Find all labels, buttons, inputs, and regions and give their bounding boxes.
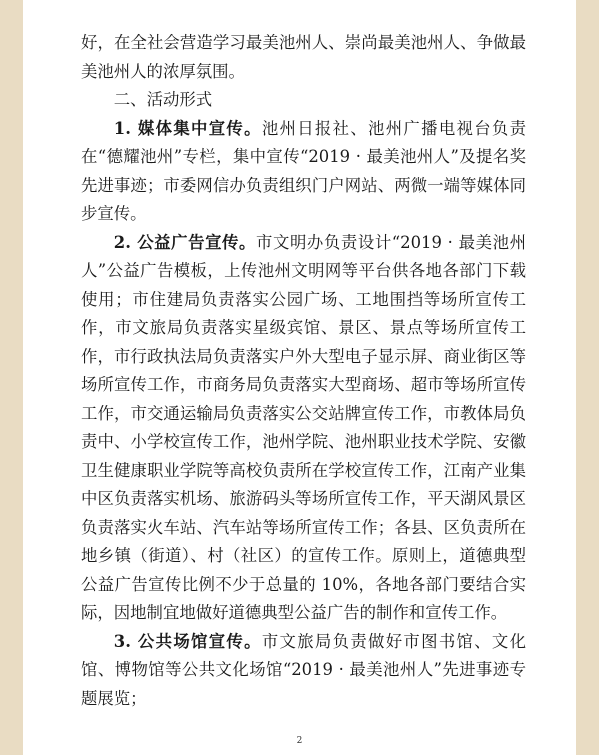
- page-number: 2: [296, 736, 303, 746]
- paragraph-lead-title: 1. 媒体集中宣传。: [113, 118, 262, 138]
- heading-text: 二、活动形式: [113, 90, 213, 109]
- paragraph-public-ad-promotion: [81, 229, 526, 628]
- paragraph-media-promotion: [81, 115, 526, 229]
- paragraph-public-venue-promotion: [81, 628, 526, 714]
- document-page: [23, 0, 576, 755]
- paragraph-lead-title: 2. 公益广告宣传。: [113, 232, 257, 252]
- paragraph-lead-title: 3. 公共场馆宣传。: [113, 631, 262, 651]
- paragraph-text: 市文明办负责设计“2019 · 最美池州人”公益广告模板，上传池州文明网等平台供各地各部门下载使用；市住建局负责落实公园广场、工地围挡等场所宣传工作，市文旅局负责落实星级宾馆、景区、景点等场所宣传工作，市行政执法局负责落实户外大型电子显示屏、商业街区等场所宣传工作，市商务局负责落实大型商场、超市等场所宣传工作，市交通运输局负责落实公交站牌宣传工作，市教体局负责中、小学校宣传工作，池州学院、池州职业技术学院、安徽卫生健康职业学院等高校负责所在学校宣传工作，江南产业集中区负责落实机场、旅游码头等场所宣传工作，平天湖风景区负责落实火车站、汽车站等场所宣传工作；各县、区负责所在地乡镇（街道）、村（社区）的宣传工作。原则上，道德典型公益广告宣传比例不少于总量的 10%，各地各部门要结合实际，因地制宜地做好道德典型公益广告的制作和宣传工作。: [81, 232, 526, 622]
- paragraph-text: 池州日报社、池州广播电视台负责在“德耀池州”专栏，集中宣传“2019 · 最美池州人”及提名奖先进事迹；市委网信办负责组织门户网站、两微一端等媒体同步宣传。: [81, 118, 527, 223]
- paragraph-text: 好，在全社会营造学习最美池州人、崇尚最美池州人、争做最美池州人的浓厚氛围。: [81, 33, 526, 81]
- paragraph-text: 市文旅局负责做好市图书馆、文化馆、博物馆等公共文化场馆“2019 · 最美池州人”先进事迹专题展览；: [81, 631, 527, 708]
- paragraph-intro: [81, 29, 526, 86]
- section-heading-activity-forms: [81, 86, 526, 115]
